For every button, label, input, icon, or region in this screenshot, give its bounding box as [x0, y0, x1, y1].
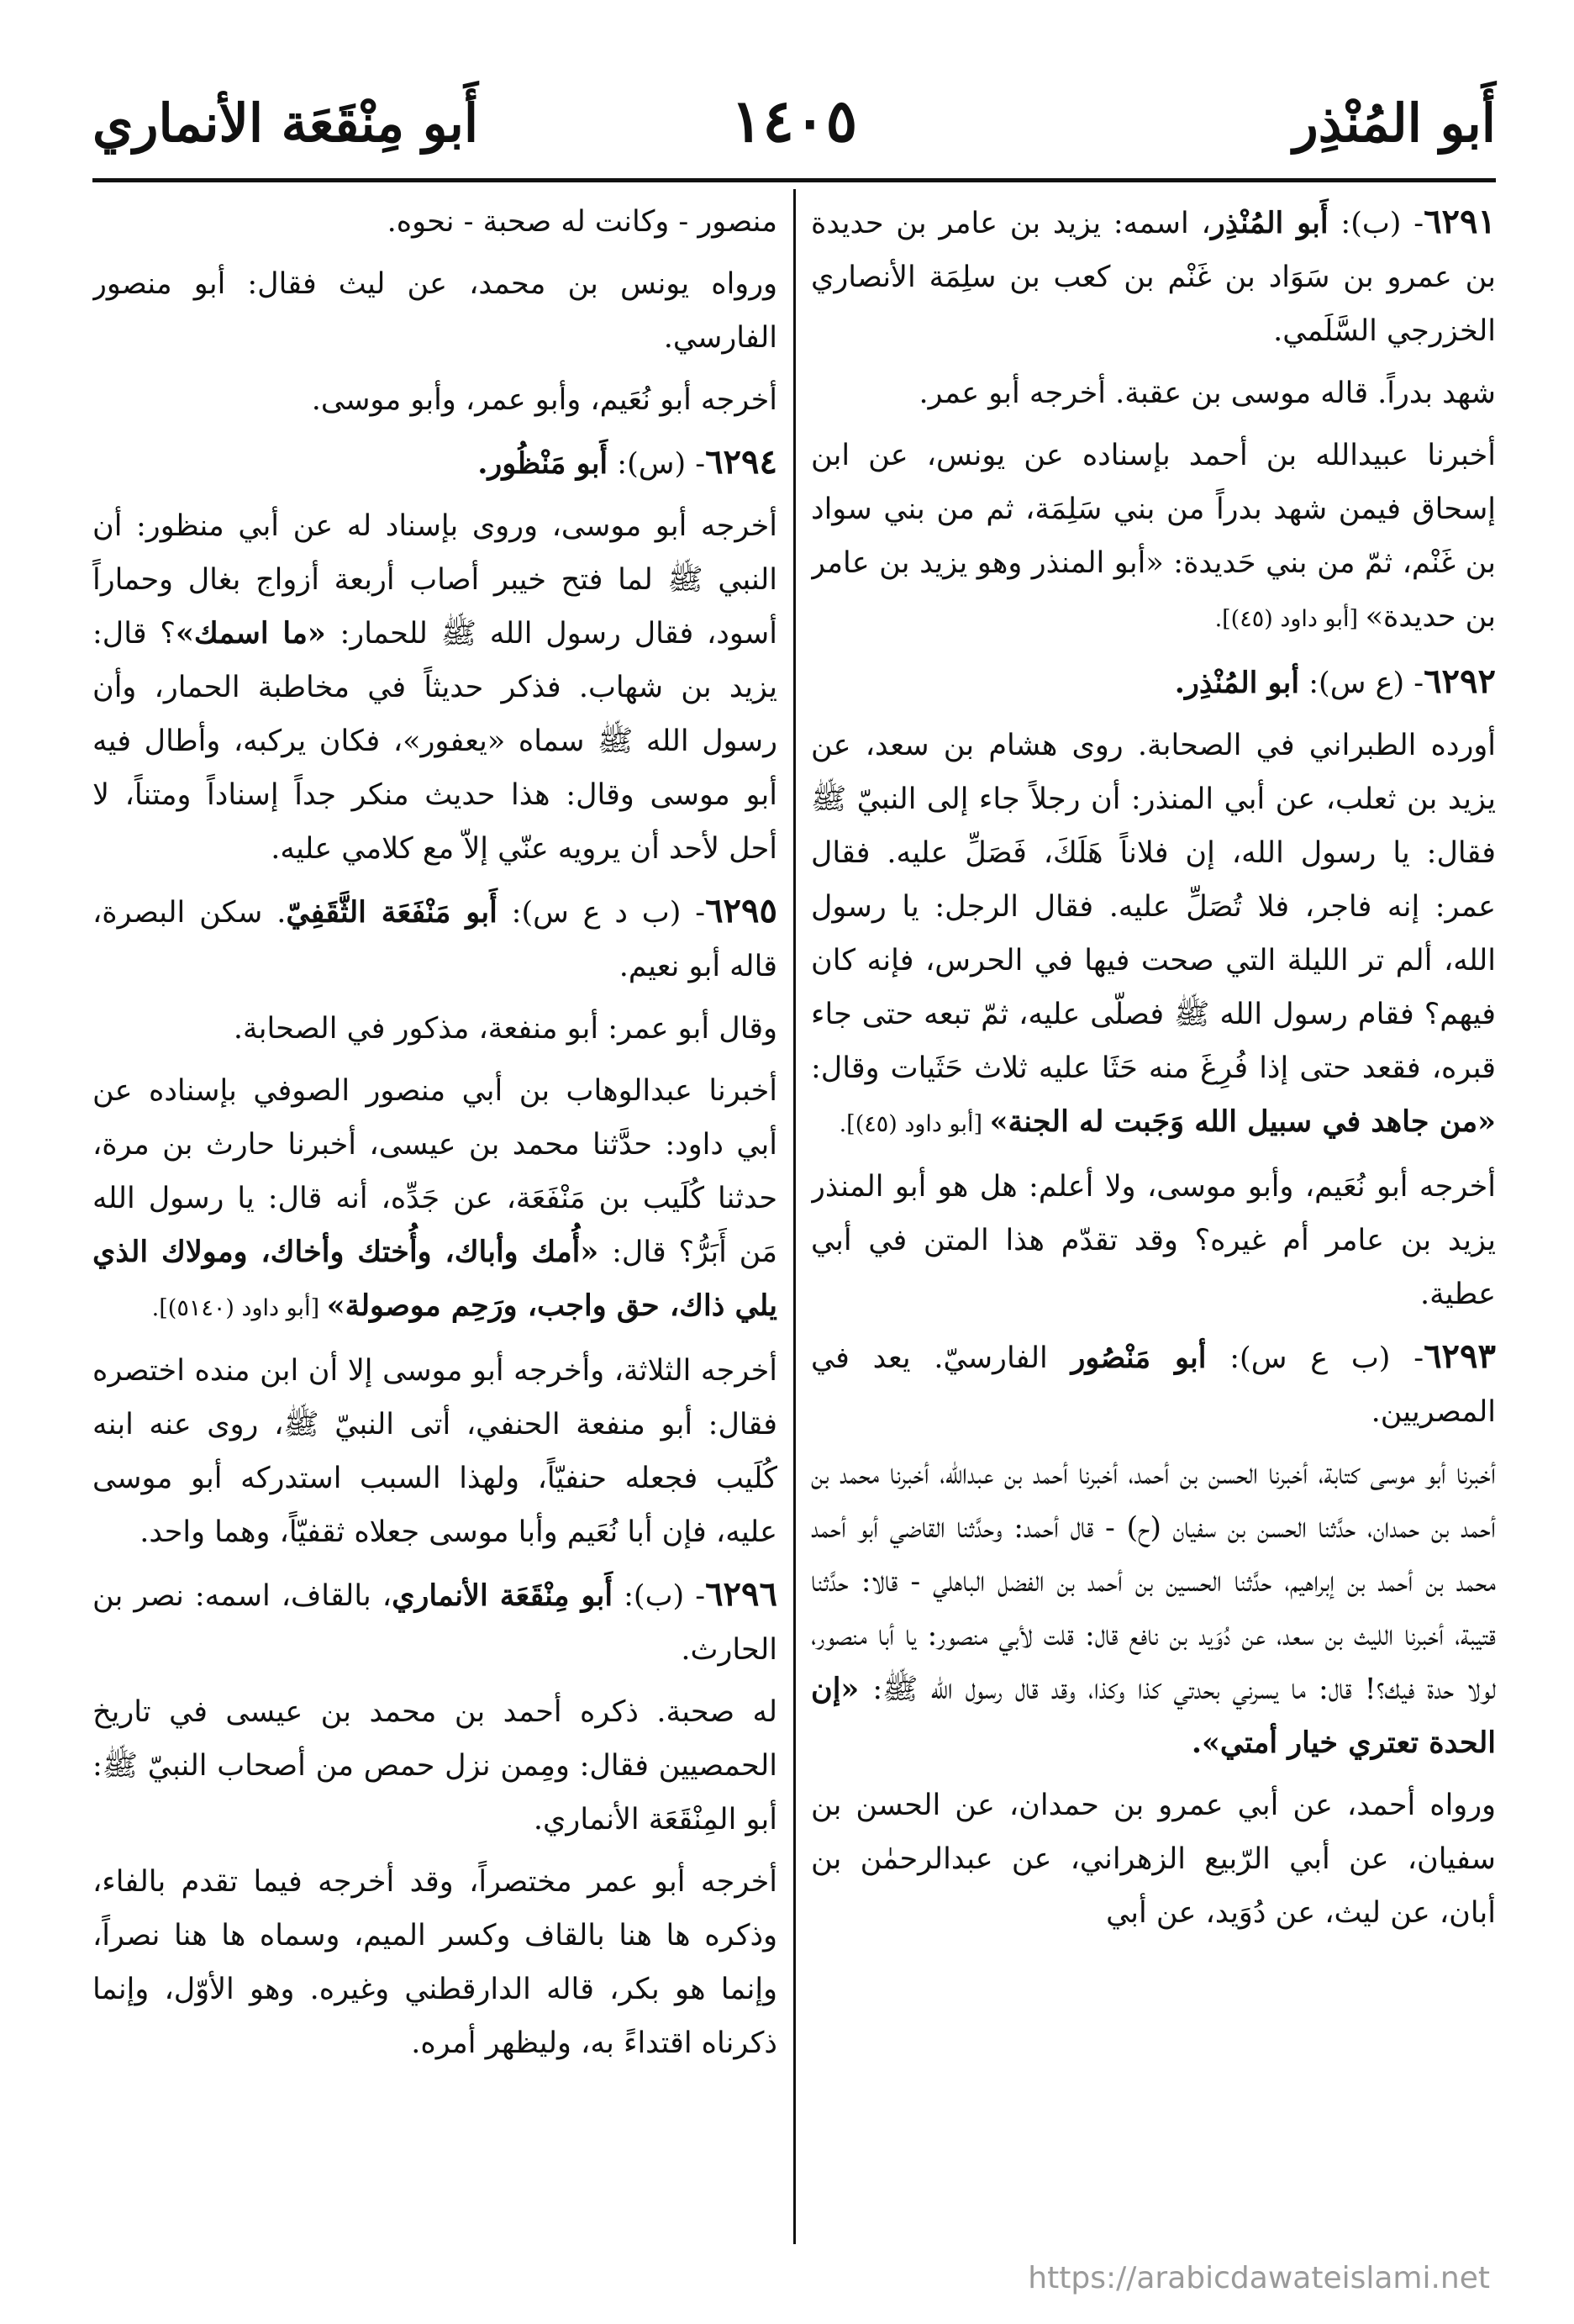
- page-number: ١٤٠٥: [730, 86, 858, 155]
- entry-heading-paragraph: [92, 884, 777, 993]
- reference-citation: [أبو داود (٤٥)].: [839, 1111, 990, 1137]
- entry-source-tag: - (ب د ع س):: [497, 896, 706, 930]
- text-paragraph: [92, 1855, 777, 2070]
- entry-heading-paragraph: [811, 195, 1496, 358]
- paragraph-text: أخرجه الثلاثة، وأخرجه أبو موسى إلا أن ابن منده اختصره فقال: أبو منفعة الحنفي، أتى النبيّ ﷺ، روى عنه ابنه كُلَيب فجعله حنفيّاً، ولهذا السبب استدركه أبو موسى عليه، فإن أبا نُعَيم وأبا موسى جعلاه ثقفيّاً، وهما واحد.: [92, 1354, 777, 1549]
- text-paragraph: [811, 1447, 1496, 1770]
- entry-source-tag: - (س):: [608, 447, 706, 481]
- paragraph-text: الفارسيّ. يعد في المصريين.: [811, 1341, 1496, 1429]
- hadith-text: «ما اسمك»: [175, 616, 340, 651]
- text-paragraph: [92, 1344, 777, 1559]
- text-paragraph: [811, 429, 1496, 646]
- entry-heading-paragraph: [92, 1568, 777, 1677]
- text-paragraph: [811, 719, 1496, 1151]
- header-rule: [92, 178, 1496, 182]
- entry-heading-paragraph: [811, 655, 1496, 710]
- reference-citation: [أبو داود (٥١٤٠)].: [151, 1295, 327, 1321]
- text-paragraph: [92, 373, 777, 427]
- page-header: [92, 84, 1496, 177]
- entry-name: أبو المُنْذِر.: [1174, 666, 1300, 700]
- entry-number: ٦٢٩٢: [1424, 661, 1496, 701]
- reference-citation: [أبو داود (٤٥)].: [1214, 606, 1366, 632]
- paragraph-text: أخبرنا عبدالوهاب بن أبي منصور الصوفي بإسناده عن أبي داود: حدَّثنا محمد بن عيسى، أخبرنا حارث بن مرة، حدثنا كُلَيب بن مَنْفَعَة، عن جَدِّه، أنه قال: يا رسول الله مَن أَبَرُّ؟ قال:: [92, 1074, 777, 1269]
- right-column: [811, 195, 1496, 2246]
- entry-name: أَبو مِنْقَعَة الأنماري: [392, 1578, 613, 1613]
- entry-source-tag: - (ب ع س):: [1206, 1341, 1424, 1375]
- entry-number: ٦٢٩١: [1424, 202, 1496, 241]
- entry-name: أَبو المُنْذِر: [1210, 206, 1329, 240]
- paragraph-text: أخرجه أبو موسى، وروى بإسناد له عن أبي منظور: أن النبي ﷺ لما فتح خيبر أصاب أربعة أزواج بغال وحماراً أسود، فقال رسول الله ﷺ للحمار:: [92, 509, 777, 651]
- text-paragraph: [92, 1685, 777, 1847]
- running-title-right: أَبو المُنْذِر: [1292, 92, 1496, 154]
- paragraph-text: له صحبة. ذكره أحمد بن محمد بن عيسى في تاريخ الحمصيين فقال: ومِمن نزل حمص من أصحاب النبيّ ﷺ: أبو المِنْقَعَة الأنماري.: [92, 1695, 777, 1837]
- entry-name: أبو مَنْصُور: [1071, 1341, 1207, 1375]
- entry-number: ٦٢٩٣: [1424, 1336, 1496, 1376]
- entry-heading-paragraph: [811, 1330, 1496, 1439]
- paragraph-text: ورواه يونس بن محمد، عن ليث فقال: أبو منصور الفارسي.: [92, 267, 777, 355]
- paragraph-text: أخبرنا عبيدالله بن أحمد بإسناده عن يونس، عن ابن إسحاق فيمن شهد بدراً من بني سَلِمَة، ثم من بني سواد بن غَنْم، ثمّ من بني حَديدة: «أبو المنذر وهو يزيد بن عامر بن حديدة»: [811, 439, 1496, 634]
- paragraph-text: ، اسمه: يزيد بن عامر بن حديدة بن عمرو بن سَوَاد بن غَنْم بن كعب بن سلِمَة الأنصاري الخزرجي السَّلَمي.: [811, 207, 1496, 348]
- entry-source-tag: - (ب):: [613, 1579, 706, 1613]
- entry-name: أَبو مَنْفَعَة الثَّقَفِيّ: [286, 895, 497, 930]
- text-paragraph: [811, 366, 1496, 420]
- text-paragraph: [92, 257, 777, 365]
- column-divider: [793, 189, 796, 2244]
- text-paragraph: [811, 1779, 1496, 1940]
- entry-name: أَبو مَنْظُور.: [477, 446, 608, 481]
- left-column: [92, 195, 777, 2246]
- entry-source-tag: - (ب):: [1328, 207, 1424, 240]
- watermark-url: https://arabicdawateislami.net: [1028, 2261, 1490, 2295]
- text-paragraph: [92, 1002, 777, 1056]
- text-paragraph: [811, 1160, 1496, 1321]
- paragraph-text: ، بالقاف، اسمه: نصر بن الحارث.: [92, 1579, 777, 1667]
- paragraph-text: أخرجه أبو نُعَيم، وأبو عمر، وأبو موسى.: [311, 383, 777, 417]
- paragraph-text: وقال أبو عمر: أبو منفعة، مذكور في الصحابة.: [233, 1012, 777, 1046]
- paragraph-text: أخبرنا أبو موسى كتابة، أخبرنا الحسن بن أحمد، أخبرنا أحمد بن عبدالله، أخبرنا محمد بن أحمد بن حمدان، حدَّثنا الحسن بن سفيان (ح) - قال أحمد: وحدَّثنا القاضي أبو أحمد محمد بن أحمد بن إبراهيم، حدَّثنا الحسين بن أحمد بن الفضل الباهلي - قالا: حدَّثنا قتيبة، أخبرنا الليث بن سعد، عن دُوَيد بن نافع قال: قلت لأبي منصور: يا أبا منصور، لولا حدة فيك؟! قال: ما يسرني بحدتي كذا وكذا، وقد قال رسول الله ﷺ:: [811, 1457, 1496, 1706]
- hadith-text: «من جاهد في سبيل الله وَجَبت له الجنة»: [989, 1104, 1496, 1139]
- running-title-left: أَبو مِنْقَعَة الأنماري: [92, 92, 479, 154]
- hadith-text: «أُمك وأباك، وأُختك وأخاك، ومولاك الذي يلي ذاك، حق واجب، ورَحِم موصولة»: [92, 1235, 777, 1323]
- paragraph-text: شهد بدراً. قاله موسى بن عقبة. أخرجه أبو عمر.: [919, 377, 1496, 410]
- paragraph-text: . سكن البصرة، قاله أبو نعيم.: [92, 896, 777, 983]
- paragraph-text: ورواه أحمد، عن أبي عمرو بن حمدان، عن الحسن بن سفيان، عن أبي الرّبيع الزهراني، عن عبدالرحمٰن بن أبان، عن ليث، عن دُوَيد، عن أبي: [811, 1789, 1496, 1930]
- text-paragraph: [92, 499, 777, 876]
- paragraph-text: منصور - وكانت له صحبة - نحوه.: [387, 205, 777, 239]
- entry-number: ٦٢٩٥: [705, 891, 777, 930]
- paragraph-text: ؟ قال: يزيد بن شهاب. فذكر حديثاً في مخاطبة الحمار، وأن رسول الله ﷺ سماه «يعفور»، فكان يركبه، وأطال فيه أبو موسى وقال: هذا حديث منكر جداً إسناداً ومتناً، لا أحل لأحد أن يرويه عنّي إلاّ مع كلامي عليه.: [92, 617, 777, 866]
- paragraph-text: أخرجه أبو نُعَيم، وأبو موسى، ولا أعلم: هل هو أبو المنذر يزيد بن عامر أم غيره؟ وقد تقدّم هذا المتن في أبي عطية.: [811, 1170, 1496, 1311]
- hadith-text: «إن الحدة تعتري خيار أمتي».: [811, 1672, 1496, 1760]
- entry-source-tag: - (ع س):: [1299, 667, 1424, 700]
- paragraph-text: أخرجه أبو عمر مختصراً، وقد أخرجه فيما تقدم بالفاء، وذكره ها هنا بالقاف وكسر الميم، وسماه ها هنا نصراً، وإنما هو بكر، قاله الدارقطني وغيره. وهو الأوّل، وإنما ذكرناه اقتداءً به، وليظهر أمره.: [92, 1865, 777, 2060]
- entry-number: ٦٢٩٤: [705, 442, 777, 482]
- paragraph-text: أورده الطبراني في الصحابة. روى هشام بن سعد، عن يزيد بن ثعلب، عن أبي المنذر: أن رجلاً جاء إلى النبيّ ﷺ فقال: يا رسول الله، إن فلاناً هَلَكَ، فَصَلِّ عليه. فقال عمر: إنه فاجر، فلا تُصَلِّ عليه. فقال الرجل: يا رسول الله، ألم تر الليلة التي صحت فيها في الحرس، فإنه كان فيهم؟ فقام رسول الله ﷺ فصلّى عليه، ثمّ تبعه حتى جاء قبره، فقعد حتى إذا فُرِغَ منه حَثَا عليه ثلاث حَثَيات وقال:: [811, 729, 1496, 1085]
- text-paragraph: [92, 195, 777, 249]
- text-paragraph: [92, 1064, 777, 1336]
- entry-number: ٦٢٩٦: [705, 1574, 777, 1614]
- entry-heading-paragraph: [92, 435, 777, 491]
